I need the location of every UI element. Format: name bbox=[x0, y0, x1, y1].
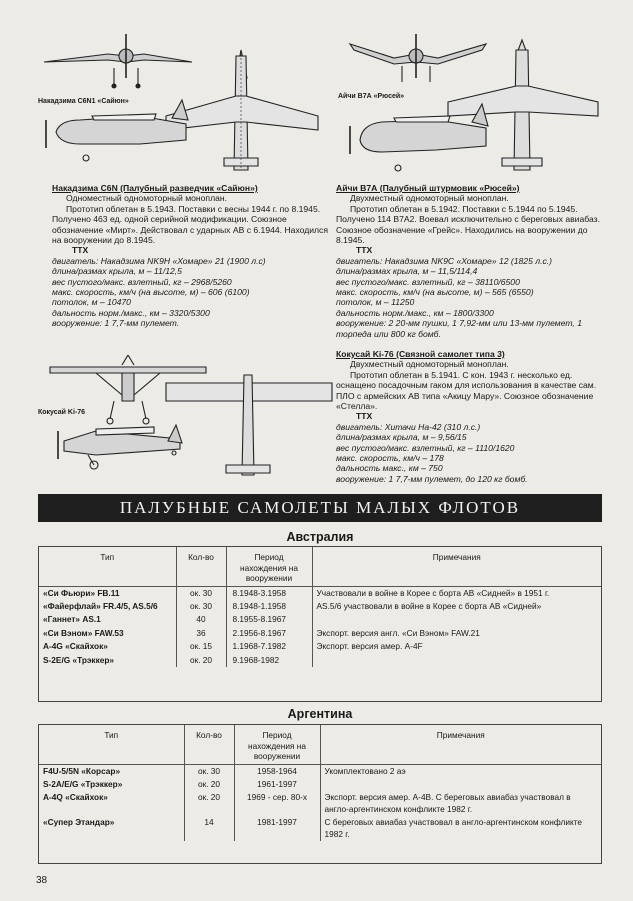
header-notes: Примечания bbox=[312, 547, 601, 586]
cell-notes bbox=[312, 613, 601, 626]
b7a-three-view bbox=[336, 20, 606, 180]
header-period: Период нахождения на вооружении bbox=[234, 725, 320, 764]
header-qty: Кол-во bbox=[184, 725, 234, 764]
header-qty: Кол-во bbox=[176, 547, 226, 586]
ki76-armament: вооружение: 1 7,7-мм пулемет, до 120 кг бомб. bbox=[336, 473, 528, 484]
cell-qty: ок. 15 bbox=[176, 640, 226, 653]
cell-notes: Экспорт. версия амер. А-4F bbox=[312, 640, 601, 653]
b7a-ceiling: потолок, м – 11250 bbox=[336, 297, 415, 308]
cell-qty: ок. 30 bbox=[184, 764, 234, 778]
b7a-speed: макс. скорость, км/ч (на высоте, м) – 565 (6550) bbox=[336, 287, 534, 298]
c6n-range: дальность норм./макс., км – 3320/5300 bbox=[52, 307, 210, 318]
table-row bbox=[39, 764, 601, 778]
b7a-dimensions: длина/размах крыла, м – 11,5/114,4 bbox=[336, 266, 478, 277]
b7a-history: Прототип облетан в 5.1942. Поставки с 5.1944 по 5.1945. Получено 114 В7А2. Воевал исключительно с береговых авиабаз. Союзное обозначение «Грейс». Находились на вооружении до 8.1945. bbox=[336, 203, 600, 246]
cell-qty: ок. 30 bbox=[176, 586, 226, 600]
cell-qty: ок. 20 bbox=[184, 791, 234, 816]
header-period: Период нахождения на вооружении bbox=[226, 547, 312, 586]
argentina-heading: Аргентина bbox=[287, 707, 353, 721]
cell-period: 1958-1964 bbox=[234, 764, 320, 778]
c6n-crew: Одноместный одномоторный моноплан. bbox=[66, 193, 227, 204]
ki76-history: Прототип облетан в 5.1941. С кон. 1943 г. несколько ед. оснащено посадочным гаком для использования в качестве сам. ПЛО с армейских АВ типа «Акицу Мару». Союзное обозначение «Стелла». bbox=[336, 369, 597, 412]
b7a-drawing bbox=[336, 20, 606, 180]
australia-heading: Австралия bbox=[286, 530, 354, 544]
table-row bbox=[39, 778, 601, 791]
ki76-spec-block bbox=[336, 349, 610, 484]
c6n-caption: Накадзима С6N1 «Сайюн» bbox=[38, 98, 129, 105]
cell-period: 2.1956-8.1967 bbox=[226, 627, 312, 640]
page-number: 38 bbox=[36, 875, 48, 886]
cell-type: «Файерфлай» FR.4/5, AS.5/6 bbox=[43, 600, 158, 611]
b7a-caption: Айчи В7А «Рюсей» bbox=[338, 93, 405, 100]
ki76-title: Кокусай Ki-76 (Связной самолет типа 3) bbox=[336, 349, 505, 359]
c6n-speed: макс. скорость, км/ч (на высоте, м) – 606 (6100) bbox=[52, 287, 250, 298]
c6n-title: Накадзима С6N (Палубный разведчик «Сайюн») bbox=[52, 183, 258, 193]
cell-qty: ок. 20 bbox=[176, 654, 226, 667]
ki76-speed: макс. скорость, км/ч – 178 bbox=[336, 453, 444, 464]
ki76-crew: Двухместный одномоторный моноплан. bbox=[350, 359, 509, 370]
b7a-range: дальность норм./макс., км – 1800/3300 bbox=[336, 307, 494, 318]
c6n-ceiling: потолок, м – 10470 bbox=[52, 297, 131, 308]
cell-period: 8.1948-3.1958 bbox=[226, 586, 312, 600]
c6n-ttx: ТТХ bbox=[72, 245, 89, 256]
cell-notes bbox=[320, 778, 601, 791]
ki76-dimensions: длина/размах крыла, м – 9,56/15 bbox=[336, 432, 467, 443]
australia-table bbox=[39, 547, 601, 667]
c6n-dimensions: длина/размах крыла, м – 11/12,5 bbox=[52, 266, 182, 277]
argentina-table bbox=[39, 725, 601, 841]
cell-notes: Укомплектовано 2 аэ bbox=[320, 764, 601, 778]
cell-type: «Супер Этандар» bbox=[43, 817, 115, 828]
cell-qty: 14 bbox=[184, 816, 234, 841]
header-type: Тип bbox=[39, 725, 184, 764]
cell-period: 8.1948-1.1958 bbox=[226, 600, 312, 613]
b7a-armament: вооружение: 2 20-мм пушки, 1 7,92-мм или 13-мм пулемет, 1 торпеда или 800 кг бомб. bbox=[336, 318, 582, 339]
cell-type: F4U-5/5N «Корсар» bbox=[43, 765, 121, 776]
cell-notes: Экспорт. версия англ. «Си Вэном» FAW.21 bbox=[312, 627, 601, 640]
b7a-crew: Двухместный одномоторный моноплан. bbox=[350, 193, 509, 204]
table-row bbox=[39, 586, 601, 600]
table-row bbox=[39, 640, 601, 653]
cell-type: S-2E/G «Трэккер» bbox=[43, 654, 115, 665]
b7a-engine: двигатель: Накадзима NK9C «Хомаре» 12 (1825 л.с.) bbox=[336, 255, 553, 266]
ki76-ttx: ТТХ bbox=[356, 411, 373, 422]
cell-notes: Участвовали в войне в Корее с борта АВ «Сидней» в 1951 г. bbox=[312, 586, 601, 600]
cell-period: 1.1968-7.1982 bbox=[226, 640, 312, 653]
table-row bbox=[39, 654, 601, 667]
header-type: Тип bbox=[39, 547, 176, 586]
cell-qty: ок. 20 bbox=[184, 778, 234, 791]
cell-notes: AS.5/6 участвовали в войне в Корее с борта АВ «Сидней» bbox=[312, 600, 601, 613]
table-row bbox=[39, 791, 601, 816]
table-row bbox=[39, 600, 601, 613]
cell-type: A-4Q «Скайхок» bbox=[43, 792, 108, 803]
b7a-spec-block bbox=[336, 183, 610, 339]
ki76-three-view bbox=[36, 355, 336, 480]
cell-period: 1981-1997 bbox=[234, 816, 320, 841]
cell-type: «Ганнет» AS.1 bbox=[43, 614, 101, 625]
cell-period: 1969 - сер. 80-х bbox=[234, 791, 320, 816]
cell-qty: ок. 30 bbox=[176, 600, 226, 613]
ki76-engine: двигатель: Хитачи Ha-42 (310 л.с.) bbox=[336, 421, 481, 432]
ki76-range: дальность макс., км – 750 bbox=[336, 463, 443, 474]
cell-type: «Си Вэном» FAW.53 bbox=[43, 627, 124, 638]
table-row bbox=[39, 816, 601, 841]
section-banner: ПАЛУБНЫЕ САМОЛЕТЫ МАЛЫХ ФЛОТОВ bbox=[38, 494, 602, 522]
c6n-spec-block bbox=[52, 183, 330, 329]
ki76-caption: Кокусай Ki-76 bbox=[38, 409, 86, 416]
cell-notes: С береговых авиабаз участвовал в англо-аргентинском конфликте 1982 г. bbox=[320, 816, 601, 841]
cell-qty: 40 bbox=[176, 613, 226, 626]
table-row bbox=[39, 627, 601, 640]
cell-notes bbox=[312, 654, 601, 667]
c6n-weight: вес пустого/макс. взлетный, кг – 2968/5260 bbox=[52, 276, 232, 287]
ki76-drawing bbox=[36, 355, 336, 480]
cell-notes: Экспорт. версия амер. А-4В. С береговых авиабаз участвовал в англо-аргентинском конфликте 1982 г. bbox=[320, 791, 601, 816]
ki76-weight: вес пустого/макс. взлетный, кг – 1110/1620 bbox=[336, 442, 515, 453]
table-row bbox=[39, 613, 601, 626]
b7a-ttx: ТТХ bbox=[356, 245, 373, 256]
c6n-armament: вооружение: 1 7,7-мм пулемет. bbox=[52, 318, 180, 329]
cell-type: A-4G «Скайхок» bbox=[43, 641, 108, 652]
cell-type: «Си Фьюри» FB.11 bbox=[43, 587, 120, 598]
cell-period: 1961-1997 bbox=[234, 778, 320, 791]
b7a-title: Айчи В7А (Палубный штурмовик «Рюсей») bbox=[336, 183, 520, 193]
cell-qty: 36 bbox=[176, 627, 226, 640]
header-notes: Примечания bbox=[320, 725, 601, 764]
cell-period: 8.1955-8.1967 bbox=[226, 613, 312, 626]
cell-period: 9.1968-1982 bbox=[226, 654, 312, 667]
cell-type: S-2A/E/G «Трэккер» bbox=[43, 778, 123, 789]
b7a-weight: вес пустого/макс. взлетный, кг – 38110/6500 bbox=[336, 276, 520, 287]
c6n-engine: двигатель: Накадзима NK9H «Хомаре» 21 (1900 л.с) bbox=[52, 255, 266, 266]
c6n-history: Прототип облетан в 5.1943. Поставки с весны 1944 г. по 8.1945. Получено 463 ед. одной серийной модификации. Союзное обозначение «Мирт». Действовал с ударных АВ с 6.1944. Находился на вооружении до 8.1945. bbox=[52, 203, 329, 246]
